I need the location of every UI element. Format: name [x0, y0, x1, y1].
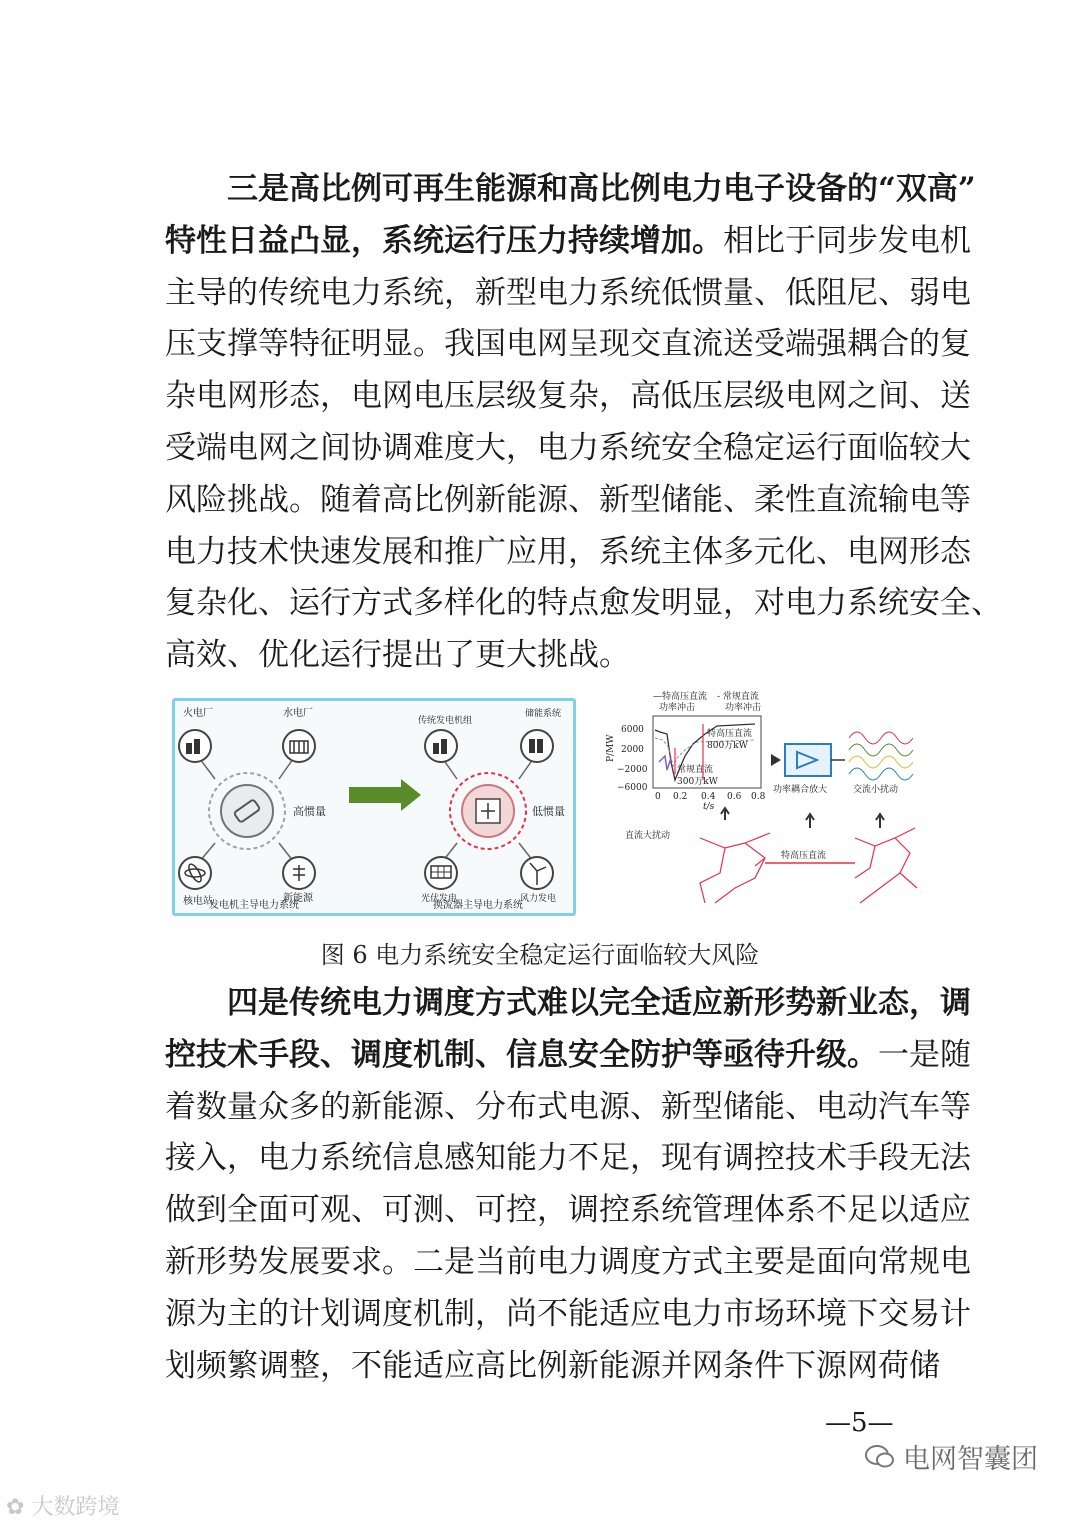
xtick-04: 0.4 — [701, 792, 716, 802]
watermark-left: ✿ 大数跨境 — [6, 1495, 120, 1520]
para1-line-6: 受端电网之间协调难度大，电力系统安全稳定运行面临较大 — [165, 429, 971, 466]
paragraph-2 — [165, 978, 971, 1392]
para1-line-4: 压支撑等特征明显。我国电网呈现交直流送受端强耦合的复 — [165, 326, 971, 363]
xtick-0: 0 — [655, 792, 661, 802]
paragraph-1 — [165, 164, 1002, 682]
para1-line-3: 主导的传统电力系统，新型电力系统低惯量、低阻尼、弱电 — [165, 274, 971, 311]
annot-uhv: 特高压直流 — [707, 729, 753, 739]
label-thermal: 火电厂 — [183, 708, 213, 719]
para2-line-3: 着数量众多的新能源、分布式电源、新型储能、电动汽车等 — [165, 1088, 971, 1125]
solar-panel-icon — [425, 857, 457, 889]
wechat-icon — [865, 1444, 895, 1470]
annot-uhv-capacity: 800万kW — [707, 741, 748, 751]
label-storage: 储能系统 — [525, 709, 562, 719]
para2-line-5: 做到全面可观、可测、可控，调控系统管理体系不足以适应 — [165, 1192, 971, 1229]
y-axis-label: P/MW — [606, 734, 616, 762]
para2-line-8: 划频繁调整，不能适应高比例新能源并网条件下源网荷储 — [165, 1347, 940, 1384]
ytick-6000: 6000 — [621, 725, 644, 735]
watermark-logo-icon: ✿ — [6, 1495, 32, 1520]
xtick-02: 0.2 — [673, 792, 688, 802]
legend-impact-2: 功率冲击 — [725, 703, 762, 713]
label-ac-disturbance: 交流小扰动 — [853, 785, 899, 795]
page-number: —5— — [825, 1408, 894, 1438]
label-high-inertia: 高惯量 — [293, 805, 326, 818]
legend-impact-1: 功率冲击 — [659, 703, 696, 713]
legend-conventional: - 常规直流 — [717, 692, 759, 702]
label-uhv-link: 特高压直流 — [781, 851, 827, 861]
para2-line-7: 源为主的计划调度机制，尚不能适应电力市场环境下交易计 — [165, 1295, 971, 1332]
xtick-06: 0.6 — [727, 792, 742, 802]
legend-uhv: —特高压直流 — [653, 692, 708, 702]
figure-inertia-diagram — [172, 698, 576, 916]
xtick-08: 0.8 — [751, 792, 766, 802]
left-system-cluster — [179, 706, 326, 907]
grid-network — [700, 828, 917, 903]
para1-line-10: 高效、优化运行提出了更大挑战。 — [165, 637, 630, 674]
label-low-inertia: 低惯量 — [532, 805, 565, 818]
para2-line-2: 控技术手段、调度机制、信息安全防护等亟待升级。一是随 — [165, 1036, 971, 1073]
watermark-right: 电网智囊团 — [865, 1437, 1038, 1476]
caption-converter-system: 换流器主导电力系统 — [433, 900, 523, 911]
para1-line-9: 复杂化、运行方式多样化的特点愈发明显，对电力系统安全、 — [165, 585, 1002, 622]
para2-line-4: 接入，电力系统信息感知能力不足，现有调控技术手段无法 — [165, 1140, 971, 1177]
x-axis-label: t/s — [703, 802, 715, 812]
para1-line-1: 三是高比例可再生能源和高比例电力电子设备的“双高” — [227, 171, 976, 207]
label-renewable: 新能源 — [283, 893, 313, 904]
para1-line-5: 杂电网形态，电网电压层级复杂，高低压层级电网之间、送 — [165, 378, 971, 415]
label-conventional-generator: 传统发电机组 — [418, 716, 473, 726]
label-amplifier: 功率耦合放大 — [773, 785, 828, 795]
figure-caption: 图 6 电力系统安全稳定运行面临较大风险 — [320, 941, 760, 969]
annot-conventional: 常规直流 — [677, 765, 714, 775]
ytick-2000: 2000 — [621, 745, 644, 755]
label-wind: 风力发电 — [520, 894, 557, 904]
caption-generator-system: 发电机主导电力系统 — [209, 900, 299, 911]
para2-line-6: 新形势发展要求。二是当前电力调度方式主要是面向常规电 — [165, 1243, 971, 1280]
right-system-cluster — [418, 707, 565, 904]
label-nuclear: 核电站 — [183, 896, 213, 907]
annot-conventional-capacity: 300万kW — [677, 777, 718, 787]
para2-line-1: 四是传统电力调度方式难以完全适应新形势新业态，调 — [227, 985, 971, 1021]
label-dc-disturbance: 直流大扰动 — [625, 831, 671, 841]
label-pv: 光伏发电 — [421, 894, 458, 904]
para1-line-8: 电力技术快速发展和推广应用，系统主体多元化、电网形态 — [165, 533, 971, 570]
ytick-neg6000: −6000 — [617, 783, 648, 793]
transition-arrow — [349, 779, 421, 811]
nuclear-plant-icon — [179, 857, 211, 889]
para1-line-2: 特性日益凸显，系统运行压力持续增加。相比于同步发电机 — [165, 222, 971, 259]
figure-power-shock — [605, 688, 925, 920]
label-hydro: 水电厂 — [283, 708, 313, 719]
amplifier-icon — [785, 744, 831, 776]
ytick-neg2000: −2000 — [617, 765, 648, 775]
para1-line-7: 风险挑战。随着高比例新能源、新型储能、柔性直流输电等 — [165, 481, 971, 518]
